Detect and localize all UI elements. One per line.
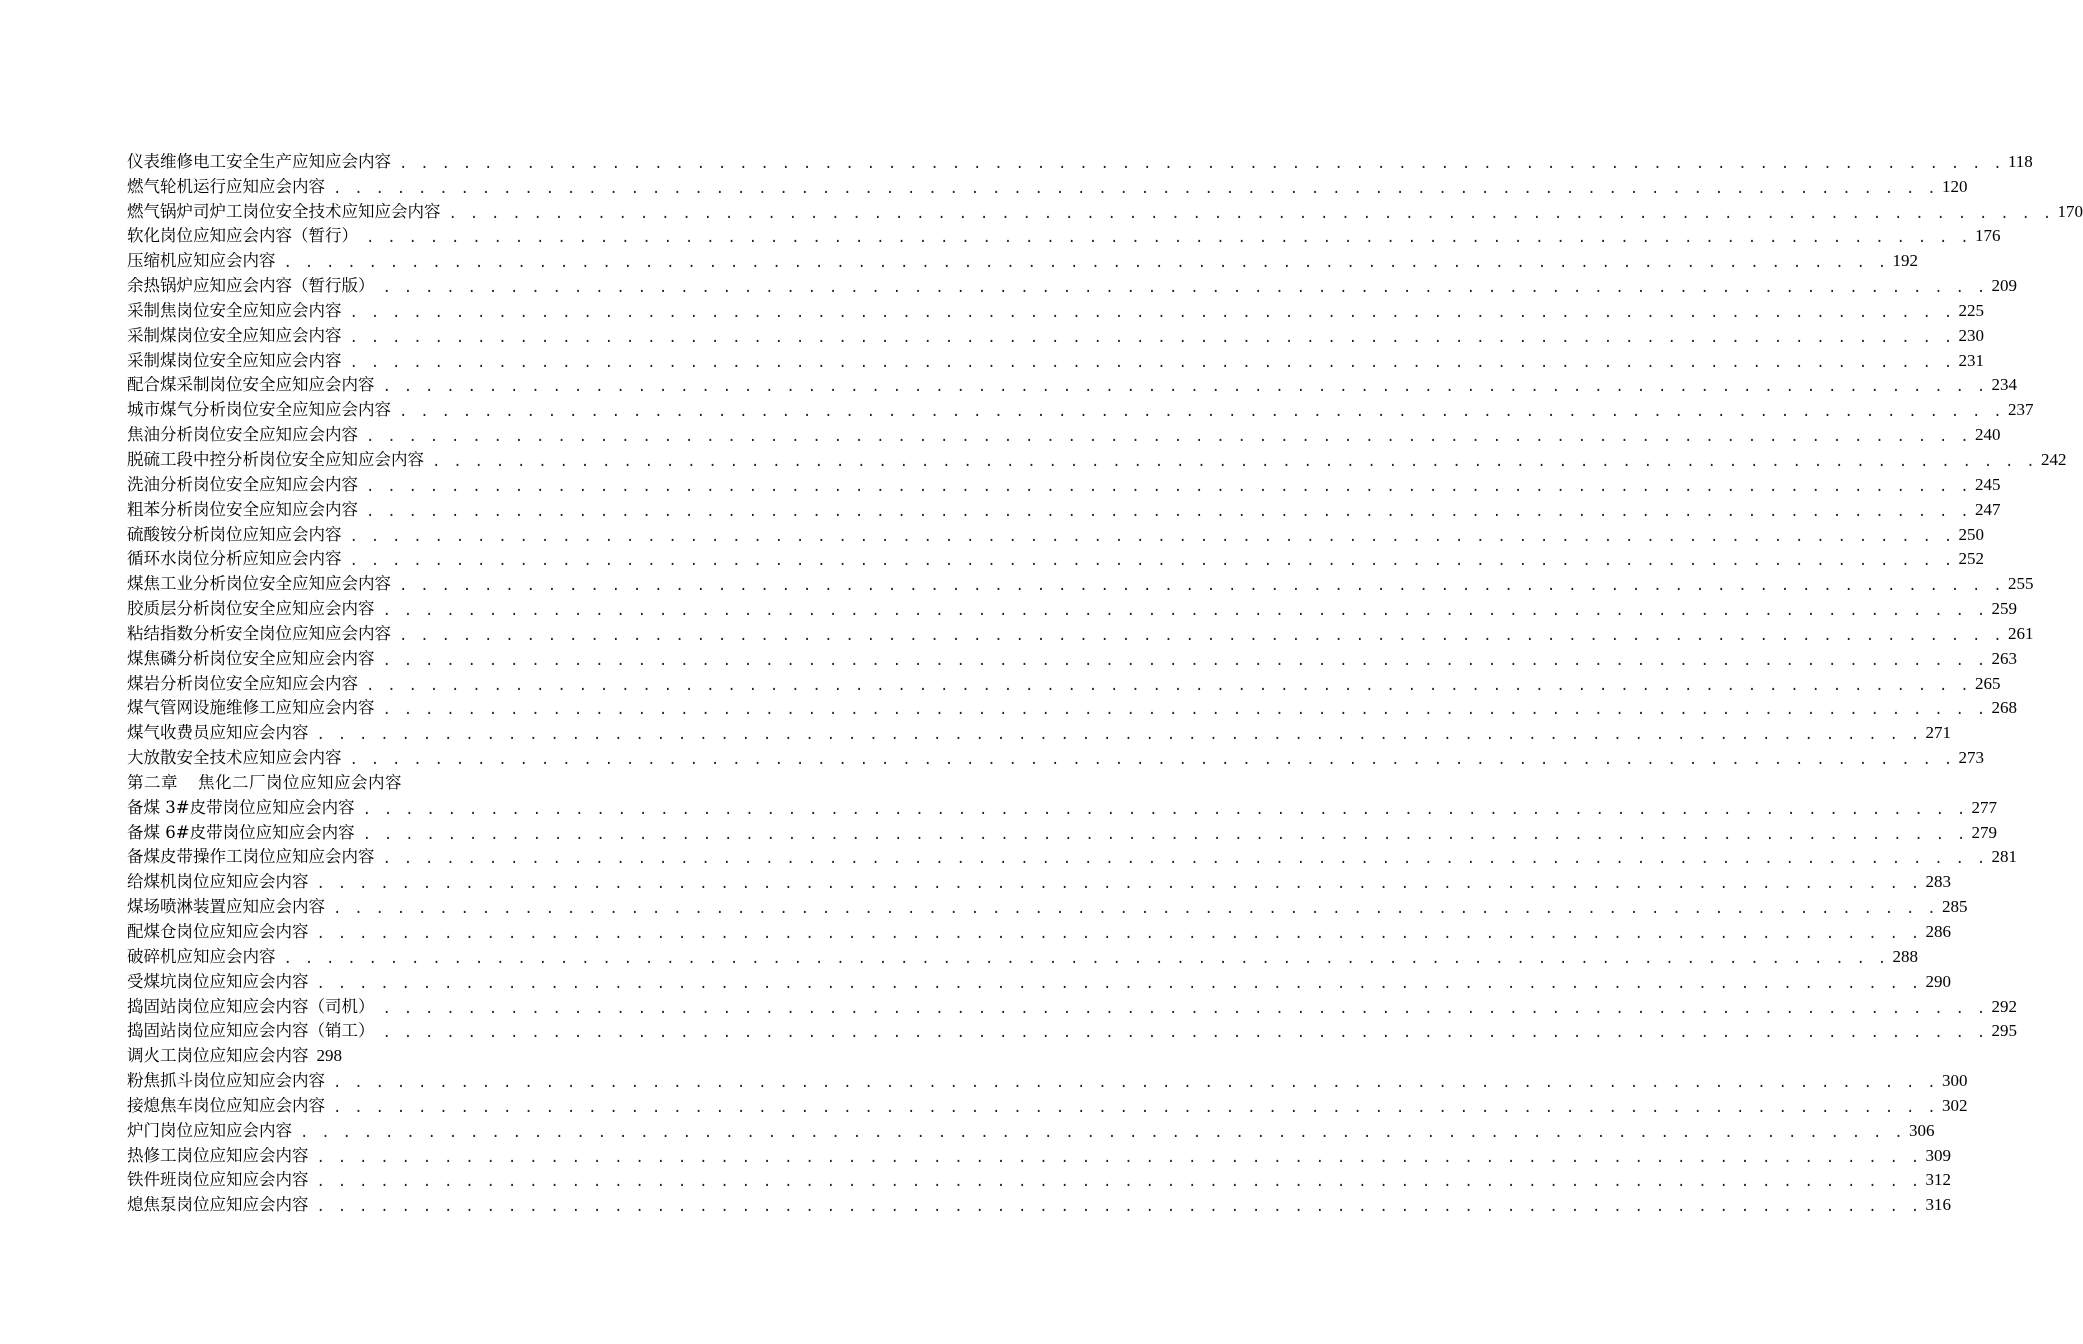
toc-entry-title: 采制煤岗位安全应知应会内容: [127, 350, 342, 370]
toc-entry-page-number: 234: [1991, 375, 2017, 395]
toc-entry-title: 硫酸铵分析岗位应知应会内容: [127, 524, 342, 544]
toc-entry[interactable]: [127, 695, 2017, 720]
dot-leader: . . . . . . . . . . . . . . . . . . . . . . . . . . . . . . . . . . . . . . . . . . . . . . . . . . . . . . . . . . . . . . . . . . . . . . . . . . . .: [316, 1174, 1922, 1191]
toc-entry-page-number: 259: [1991, 599, 2017, 619]
toc-entry[interactable]: [127, 819, 1998, 844]
chapter-number: 第二章: [127, 772, 178, 792]
toc-entry-title: 压缩机应知应会内容: [127, 251, 276, 271]
dot-leader: . . . . . . . . . . . . . . . . . . . . . . . . . . . . . . . . . . . . . . . . . . . . . . . . . . . . . . . . . . . . . . . . . . . . . . . . . . . .: [333, 1075, 1938, 1092]
toc-entry[interactable]: [127, 446, 2067, 471]
toc-entry-title: 焦油分析岗位安全应知应会内容: [127, 425, 358, 445]
dot-leader: . . . . . . . . . . . . . . . . . . . . . . . . . . . . . . . . . . . . . . . . . . . . . . . . . . . . . . . . . . . . . . . . . . . . . . . . . . . .: [399, 404, 2004, 421]
toc-entry-title: 热修工岗位应知应会内容: [127, 1145, 309, 1165]
toc-entry-page-number: 225: [1958, 300, 1984, 320]
toc-entry-title: 捣固站岗位应知应会内容（销工）: [127, 1021, 375, 1041]
toc-entry[interactable]: [127, 322, 1984, 347]
toc-entry-title: 接熄焦车岗位应知应会内容: [127, 1095, 325, 1115]
toc-entry-title: 粉焦抓斗岗位应知应会内容: [127, 1071, 325, 1091]
toc-entry-title: 炉门岗位应知应会内容: [127, 1120, 292, 1140]
toc-entry[interactable]: [127, 1067, 1968, 1092]
toc-entry-page-number: 271: [1925, 723, 1951, 743]
toc-entry-title: 燃气轮机运行应知应会内容: [127, 176, 325, 196]
toc-entry[interactable]: [127, 471, 2001, 496]
toc-entry[interactable]: [127, 347, 1984, 372]
toc-entry-page-number: 281: [1991, 847, 2017, 867]
dot-leader: . . . . . . . . . . . . . . . . . . . . . . . . . . . . . . . . . . . . . . . . . . . . . . . . . . . . . . . . . . . . . . . . . . . . . . . . . . . .: [432, 453, 2037, 470]
toc-entry[interactable]: [127, 794, 1998, 819]
toc-entry-title: 粗苯分析岗位安全应知应会内容: [127, 499, 358, 519]
toc-entry-page-number: 283: [1925, 872, 1951, 892]
toc-entry[interactable]: [127, 496, 2001, 521]
dot-leader: . . . . . . . . . . . . . . . . . . . . . . . . . . . . . . . . . . . . . . . . . . . . . . . . . . . . . . . . . . . . . . . . . . . . . . . . . . . .: [382, 379, 1988, 396]
toc-entry-page-number: 176: [1974, 226, 2001, 246]
dot-leader: . . . . . . . . . . . . . . . . . . . . . . . . . . . . . . . . . . . . . . . . . . . . . . . . . . . . . . . . . . . . . . . . . . . . . . . . . . . .: [382, 603, 1988, 620]
toc-entry[interactable]: [127, 719, 1951, 744]
toc-entry-page-number: 295: [1991, 1021, 2017, 1041]
dot-leader: . . . . . . . . . . . . . . . . . . . . . . . . . . . . . . . . . . . . . . . . . . . . . . . . . . . . . . . . . . . . . . . . . . . . . . . . . . . .: [333, 901, 1938, 918]
toc-entry[interactable]: [127, 744, 1984, 769]
toc-entry-page-number: 277: [1971, 797, 1998, 817]
dot-leader: . . . . . . . . . . . . . . . . . . . . . . . . . . . . . . . . . . . . . . . . . . . . . . . . . . . . . . . . . . . . . . . . . . . . . . . . . . . .: [399, 578, 2004, 595]
toc-entry[interactable]: [127, 670, 2001, 695]
toc-entry[interactable]: [127, 893, 1968, 918]
toc-entry-page-number: 247: [1974, 499, 2001, 519]
toc-entry-title: 煤气收费员应知应会内容: [127, 723, 309, 743]
toc-entry[interactable]: [127, 247, 1918, 272]
toc-entry-page-number: 263: [1991, 648, 2017, 668]
chapter-heading[interactable]: [127, 769, 825, 794]
toc-entry-page-number: 209: [1991, 276, 2017, 296]
toc-entry[interactable]: [127, 396, 2034, 421]
toc-entry[interactable]: [127, 148, 2033, 173]
toc-entry-title: 备煤 3#皮带岗位应知应会内容: [127, 797, 355, 817]
toc-entry[interactable]: [127, 1117, 1935, 1142]
dot-leader: . . . . . . . . . . . . . . . . . . . . . . . . . . . . . . . . . . . . . . . . . . . . . . . . . . . . . . . . . . . . . . . . . . . . . . . . . . . .: [333, 180, 1938, 197]
toc-entry-page-number: 298: [316, 1046, 342, 1066]
dot-leader: . . . . . . . . . . . . . . . . . . . . . . . . . . . . . . . . . . . . . . . . . . . . . . . . . . . . . . . . . . . . . . . . . . . . . . . . . . . .: [382, 1000, 1988, 1017]
toc-entry-title: 采制煤岗位安全应知应会内容: [127, 325, 342, 345]
toc-entry-page-number: 300: [1941, 1071, 1968, 1091]
toc-entry-title: 调火工岗位应知应会内容: [127, 1046, 309, 1066]
toc-entry-page-number: 309: [1925, 1145, 1951, 1165]
table-of-contents: [127, 148, 2083, 1216]
toc-entry-page-number: 312: [1925, 1170, 1951, 1190]
toc-entry-page-number: 242: [2040, 449, 2067, 469]
toc-entry[interactable]: [127, 943, 1918, 968]
toc-entry-title: 脱硫工段中控分析岗位安全应知应会内容: [127, 449, 424, 469]
dot-leader: . . . . . . . . . . . . . . . . . . . . . . . . . . . . . . . . . . . . . . . . . . . . . . . . . . . . . . . . . . . . . . . . . . . . . . . . . . . .: [382, 1025, 1988, 1042]
dot-leader: . . . . . . . . . . . . . . . . . . . . . . . . . . . . . . . . . . . . . . . . . . . . . . . . . . . . . . . . . . . . . . . . . . . . . . . . . . . .: [362, 826, 1968, 843]
toc-entry[interactable]: [127, 421, 2001, 446]
dot-leader: . . . . . . . . . . . . . . . . . . . . . . . . . . . . . . . . . . . . . . . . . . . . . . . . . . . . . . . . . . . . . . . . . . . . . . . . . . . .: [382, 280, 1988, 297]
dot-leader: . . . . . . . . . . . . . . . . . . . . . . . . . . . . . . . . . . . . . . . . . . . . . . . . . . . . . . . . . . . . . . . . . . . . . . . . . . . .: [316, 1199, 1922, 1216]
toc-entry-page-number: 240: [1974, 425, 2001, 445]
dot-leader: . . . . . . . . . . . . . . . . . . . . . . . . . . . . . . . . . . . . . . . . . . . . . . . . . . . . . . . . . . . . . . . . . . . . . . . . . . . .: [349, 553, 1955, 570]
toc-entry-title: 粘结指数分析安全岗位应知应会内容: [127, 623, 391, 643]
toc-entry-title: 城市煤气分析岗位安全应知应会内容: [127, 400, 391, 420]
toc-entry-title: 煤场喷淋装置应知应会内容: [127, 897, 325, 917]
toc-entry-title: 煤焦磷分析岗位安全应知应会内容: [127, 648, 375, 668]
dot-leader: . . . . . . . . . . . . . . . . . . . . . . . . . . . . . . . . . . . . . . . . . . . . . . . . . . . . . . . . . . . . . . . . . . . . . . . . . . . .: [333, 1099, 1938, 1116]
dot-leader: . . . . . . . . . . . . . . . . . . . . . . . . . . . . . . . . . . . . . . . . . . . . . . . . . . . . . . . . . . . . . . . . . . . . . . . . . . . .: [366, 429, 1971, 446]
toc-entry[interactable]: [127, 1167, 1951, 1192]
dot-leader: . . . . . . . . . . . . . . . . . . . . . . . . . . . . . . . . . . . . . . . . . . . . . . . . . . . . . . . . . . . . . . . . . . . . . . . . . . . .: [366, 478, 1971, 495]
toc-entry-page-number: 286: [1925, 922, 1951, 941]
toc-entry-title: 洗油分析岗位安全应知应会内容: [127, 474, 358, 494]
dot-leader: . . . . . . . . . . . . . . . . . . . . . . . . . . . . . . . . . . . . . . . . . . . . . . . . . . . . . . . . . . . . . . . . . . . . . . . . . . . .: [283, 950, 1889, 967]
toc-entry-page-number: 290: [1925, 971, 1951, 991]
toc-entry-title: 仪表维修电工安全生产应知应会内容: [127, 151, 391, 171]
toc-entry-title: 铁件班岗位应知应会内容: [127, 1170, 309, 1190]
toc-entry[interactable]: [127, 173, 1968, 198]
toc-entry-page-number: 265: [1974, 673, 2001, 693]
toc-entry[interactable]: [127, 521, 1984, 546]
dot-leader: . . . . . . . . . . . . . . . . . . . . . . . . . . . . . . . . . . . . . . . . . . . . . . . . . . . . . . . . . . . . . . . . . . . . . . . . . . . .: [349, 329, 1955, 346]
toc-entry[interactable]: [127, 372, 2017, 397]
toc-entry[interactable]: [127, 918, 1951, 943]
toc-entry-page-number: 118: [2007, 151, 2033, 171]
dot-leader: . . . . . . . . . . . . . . . . . . . . . . . . . . . . . . . . . . . . . . . . . . . . . . . . . . . . . . . . . . . . . . . . . . . . . . . . . . . .: [316, 727, 1922, 744]
toc-entry-page-number: 288: [1892, 946, 1918, 966]
dot-leader: . . . . . . . . . . . . . . . . . . . . . . . . . . . . . . . . . . . . . . . . . . . . . . . . . . . . . . . . . . . . . . . . . . . . . . . . . . . .: [349, 528, 1955, 545]
toc-entry-page-number: 261: [2007, 623, 2034, 643]
toc-entry-title: 软化岗位应知应会内容（暂行）: [127, 226, 358, 246]
toc-entry-page-number: 120: [1941, 176, 1968, 196]
toc-entry-title: 胶质层分析岗位安全应知应会内容: [127, 599, 375, 619]
toc-entry-page-number: 245: [1974, 474, 2001, 494]
toc-entry-page-number: 316: [1925, 1195, 1951, 1215]
dot-leader: . . . . . . . . . . . . . . . . . . . . . . . . . . . . . . . . . . . . . . . . . . . . . . . . . . . . . . . . . . . . . . . . . . . . . . . . . . . .: [283, 255, 1889, 272]
dot-leader: . . . . . . . . . . . . . . . . . . . . . . . . . . . . . . . . . . . . . . . . . . . . . . . . . . . . . . . . . . . . . . . . . . . . . . . . . . . .: [382, 702, 1988, 719]
toc-entry-title: 给煤机岗位应知应会内容: [127, 872, 309, 892]
toc-entry[interactable]: [127, 570, 2034, 595]
toc-entry[interactable]: [127, 968, 1951, 993]
toc-entry-title: 循环水岗位分析应知应会内容: [127, 549, 342, 569]
toc-entry[interactable]: [127, 620, 2034, 645]
dot-leader: . . . . . . . . . . . . . . . . . . . . . . . . . . . . . . . . . . . . . . . . . . . . . . . . . . . . . . . . . . . . . . . . . . . . . . . . . . . .: [448, 205, 2054, 222]
dot-leader: . . . . . . . . . . . . . . . . . . . . . . . . . . . . . . . . . . . . . . . . . . . . . . . . . . . . . . . . . . . . . . . . . . . . . . . . . . . .: [316, 975, 1922, 992]
toc-entry-page-number: 285: [1941, 897, 1968, 917]
dot-leader: . . . . . . . . . . . . . . . . . . . . . . . . . . . . . . . . . . . . . . . . . . . . . . . . . . . . . . . . . . . . . . . . . . . . . . . . . . . .: [399, 627, 2004, 644]
toc-entry[interactable]: [127, 297, 1984, 322]
toc-entry[interactable]: [127, 844, 2017, 869]
toc-entry-title: 大放散安全技术应知应会内容: [127, 748, 342, 768]
toc-entry[interactable]: [127, 993, 2017, 1018]
toc-entry-title: 煤岩分析岗位安全应知应会内容: [127, 673, 358, 693]
toc-entry-title: 受煤坑岗位应知应会内容: [127, 971, 309, 991]
toc-entry-page-number: 273: [1958, 748, 1984, 768]
toc-entry-page-number: 252: [1958, 549, 1984, 569]
toc-entry[interactable]: [127, 198, 2083, 223]
toc-entry[interactable]: [127, 546, 1984, 571]
toc-entry[interactable]: [127, 1191, 1951, 1216]
toc-entry-title: 捣固站岗位应知应会内容（司机）: [127, 996, 375, 1016]
dot-leader: . . . . . . . . . . . . . . . . . . . . . . . . . . . . . . . . . . . . . . . . . . . . . . . . . . . . . . . . . . . . . . . . . . . . . . . . . . . .: [366, 503, 1971, 520]
dot-leader: . . . . . . . . . . . . . . . . . . . . . . . . . . . . . . . . . . . . . . . . . . . . . . . . . . . . . . . . . . . . . . . . . . . . . . . . . . . .: [382, 652, 1988, 669]
toc-entry-page-number: 170: [2057, 201, 2083, 221]
toc-entry[interactable]: [127, 1092, 1968, 1117]
toc-entry-title: 燃气锅炉司炉工岗位安全技术应知应会内容: [127, 201, 441, 221]
dot-leader: . . . . . . . . . . . . . . . . . . . . . . . . . . . . . . . . . . . . . . . . . . . . . . . . . . . . . . . . . . . . . . . . . . . . . . . . . . . .: [316, 876, 1922, 893]
toc-entry-title: 煤气管网设施维修工应知应会内容: [127, 698, 375, 718]
dot-leader: . . . . . . . . . . . . . . . . . . . . . . . . . . . . . . . . . . . . . . . . . . . . . . . . . . . . . . . . . . . . . . . . . . . . . . . . . . . .: [399, 155, 2004, 172]
toc-entry[interactable]: [127, 1142, 1951, 1167]
dot-leader: . . . . . . . . . . . . . . . . . . . . . . . . . . . . . . . . . . . . . . . . . . . . . . . . . . . . . . . . . . . . . . . . . . . . . . . . . . . .: [316, 1149, 1922, 1166]
toc-entry-title: 破碎机应知应会内容: [127, 946, 276, 966]
toc-entry-page-number: 302: [1941, 1095, 1968, 1115]
toc-entry-title: 余热锅炉应知应会内容（暂行版）: [127, 276, 375, 296]
toc-entry-page-number: 255: [2007, 574, 2034, 594]
dot-leader: . . . . . . . . . . . . . . . . . . . . . . . . . . . . . . . . . . . . . . . . . . . . . . . . . . . . . . . . . . . . . . . . . . . . . . . . . . . .: [366, 677, 1971, 694]
dot-leader: . . . . . . . . . . . . . . . . . . . . . . . . . . . . . . . . . . . . . . . . . . . . . . . . . . . . . . . . . . . . . . . . . . . . . . . . . . . .: [382, 851, 1988, 868]
toc-entry-page-number: 192: [1892, 251, 1918, 271]
toc-entry-page-number: 279: [1971, 822, 1998, 842]
dot-leader: . . . . . . . . . . . . . . . . . . . . . . . . . . . . . . . . . . . . . . . . . . . . . . . . . . . . . . . . . . . . . . . . . . . . . . . . . . . .: [362, 801, 1968, 818]
dot-leader: . . . . . . . . . . . . . . . . . . . . . . . . . . . . . . . . . . . . . . . . . . . . . . . . . . . . . . . . . . . . . . . . . . . . . . . . . . . .: [349, 752, 1955, 769]
toc-entry[interactable]: [127, 595, 2017, 620]
toc-entry-title: 备煤 6#皮带岗位应知应会内容: [127, 822, 355, 842]
toc-entry[interactable]: [127, 272, 2017, 297]
dot-leader: . . . . . . . . . . . . . . . . . . . . . . . . . . . . . . . . . . . . . . . . . . . . . . . . . . . . . . . . . . . . . . . . . . . . . . . . . . . .: [366, 230, 1971, 247]
toc-entry-page-number: 292: [1991, 996, 2017, 1016]
toc-entry[interactable]: [127, 868, 1951, 893]
dot-leader: . . . . . . . . . . . . . . . . . . . . . . . . . . . . . . . . . . . . . . . . . . . . . . . . . . . . . . . . . . . . . . . . . . . . . . . . . . . .: [349, 304, 1955, 321]
dot-leader: . . . . . . . . . . . . . . . . . . . . . . . . . . . . . . . . . . . . . . . . . . . . . . . . . . . . . . . . . . . . . . . . . . . . . . . . . . . .: [316, 926, 1922, 942]
toc-entry-page-number: 306: [1908, 1120, 1935, 1140]
toc-entry-page-number: 250: [1958, 524, 1984, 544]
toc-entry[interactable]: [127, 223, 2001, 248]
chapter-heading-text: [127, 772, 402, 794]
dot-leader: . . . . . . . . . . . . . . . . . . . . . . . . . . . . . . . . . . . . . . . . . . . . . . . . . . . . . . . . . . . . . . . . . . . . . . . . . . . .: [300, 1124, 1905, 1141]
toc-entry-page-number: 268: [1991, 698, 2017, 718]
toc-entry[interactable]: [127, 645, 2017, 670]
toc-entry[interactable]: [127, 1018, 2017, 1043]
toc-entry-page-number: 230: [1958, 325, 1984, 345]
toc-entry-title: 煤焦工业分析岗位安全应知应会内容: [127, 574, 391, 594]
chapter-title: 焦化二厂岗位应知应会内容: [198, 772, 402, 792]
toc-entry-title: 配合煤采制岗位安全应知应会内容: [127, 375, 375, 395]
dot-leader: . . . . . . . . . . . . . . . . . . . . . . . . . . . . . . . . . . . . . . . . . . . . . . . . . . . . . . . . . . . . . . . . . . . . . . . . . . . .: [349, 354, 1955, 371]
toc-entry-title: 配煤仓岗位应知应会内容: [127, 922, 309, 941]
toc-entry-page-number: 237: [2007, 400, 2034, 420]
toc-entry[interactable]: [127, 1042, 825, 1067]
toc-entry-title: 备煤皮带操作工岗位应知应会内容: [127, 847, 375, 867]
toc-entry-page-number: 231: [1958, 350, 1984, 370]
toc-entry-title: 熄焦泵岗位应知应会内容: [127, 1195, 309, 1215]
toc-entry-title: 采制焦岗位安全应知应会内容: [127, 300, 342, 320]
